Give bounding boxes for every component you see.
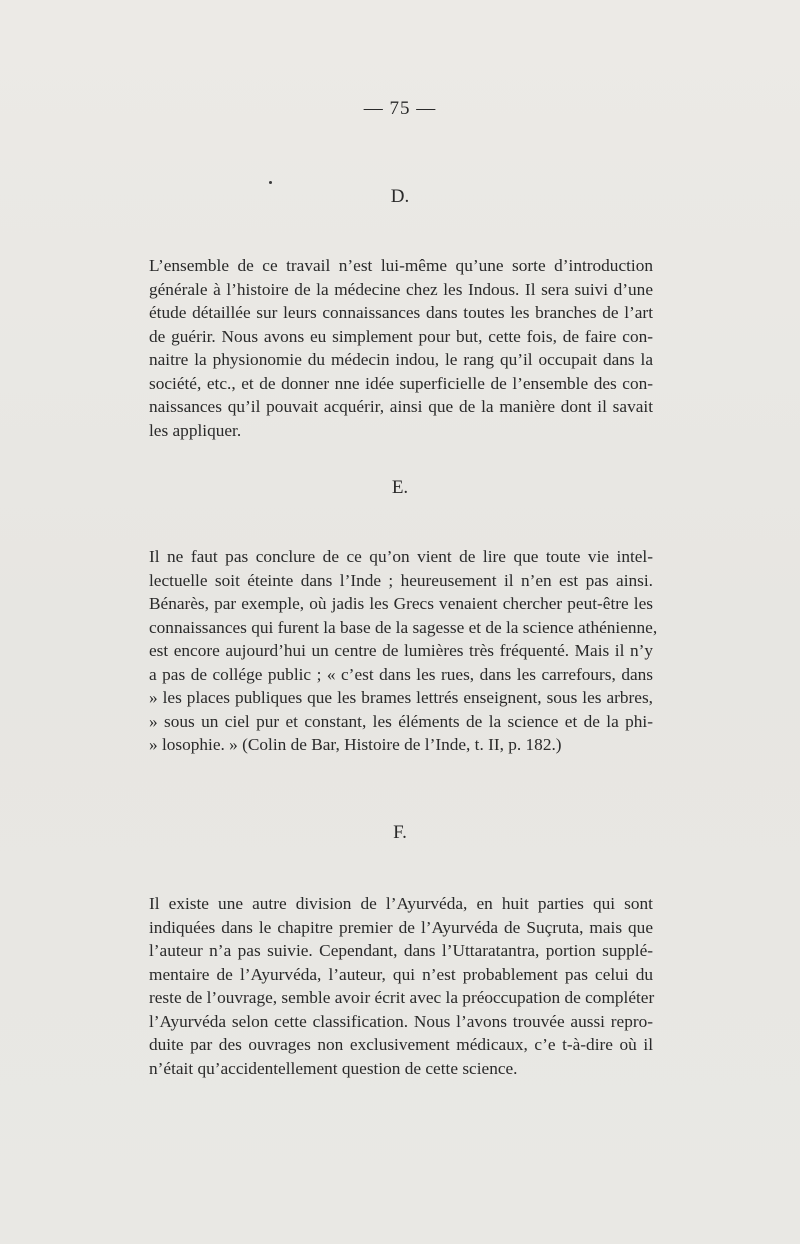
paragraph-f — [123, 892, 653, 1080]
text-line: indiquées dans le chapitre premier de l’Ayurvéda de Suçruta, mais que — [149, 917, 653, 937]
text-line: connaissances qui furent la base de la sagesse et de la science athénienne, — [149, 617, 658, 637]
text-line: est encore aujourd’hui un centre de lumières très fréquenté. Mais il n’y — [149, 641, 653, 660]
text-line: Il existe une autre division de l’Ayurvéda, en huit parties qui sont — [149, 894, 653, 913]
text-line: société, etc., et de donner nne idée superficielle de l’ensemble des con- — [149, 373, 653, 393]
section-heading-d: D. — [390, 186, 410, 207]
ink-speck — [269, 181, 272, 184]
paragraph-d — [123, 254, 653, 442]
text-line: L’ensemble de ce travail n’est lui-même qu’une sorte d’introduction — [149, 256, 653, 275]
text-line: » les places publiques que les brames lettrés enseignent, sous les arbres, — [149, 688, 653, 707]
text-line: générale à l’histoire de la médecine chez les Indous. Il sera suivi d’une — [149, 279, 653, 299]
text-line: de guérir. Nous avons eu simplement pour but, cette fois, de faire con- — [149, 326, 653, 346]
text-line: reste de l’ouvrage, semble avoir écrit avec la préoccupation de compléter — [149, 988, 655, 1007]
text-line: l’Ayurvéda selon cette classification. Nous l’avons trouvée aussi repro- — [149, 1011, 653, 1031]
text-line: étude détaillée sur leurs connaissances dans toutes les branches de l’art — [149, 303, 653, 322]
text-line: naissances qu’il pouvait acquérir, ainsi que de la manière dont il savait — [149, 397, 653, 416]
section-heading-f: F. — [393, 822, 407, 843]
text-line: mentaire de l’Ayurvéda, l’auteur, qui n’est probablement pas celui du — [149, 964, 653, 984]
text-line: n’était qu’accidentellement question de cette science. — [149, 1058, 518, 1078]
text-line: a pas de collége public ; « c’est dans les rues, dans les carrefours, dans — [149, 664, 653, 684]
text-line: les appliquer. — [149, 420, 242, 440]
text-line: lectuelle soit éteinte dans l’Inde ; heureusement il n’en est pas ainsi. — [149, 570, 653, 590]
text-line: duite par des ouvrages non exclusivement médicaux, c’e t-à-dire où il — [149, 1035, 653, 1054]
text-line: Bénarès, par exemple, où jadis les Grecs venaient chercher peut-être les — [149, 594, 653, 613]
page-number: — 75 — — [363, 98, 437, 119]
text-line: » sous un ciel pur et constant, les éléments de la science et de la phi- — [149, 711, 653, 731]
text-line: l’auteur n’a pas suivie. Cependant, dans l’Uttaratantra, portion supplé- — [149, 941, 653, 960]
paragraph-e — [123, 545, 658, 757]
section-heading-e: E. — [391, 477, 409, 498]
text-line: naitre la physionomie du médecin indou, le rang qu’il occupait dans la — [149, 350, 653, 369]
text-line: » losophie. » (Colin de Bar, Histoire de l’Inde, t. II, p. 182.) — [149, 735, 562, 754]
text-line: Il ne faut pas conclure de ce qu’on vient de lire que toute vie intel- — [149, 547, 653, 566]
